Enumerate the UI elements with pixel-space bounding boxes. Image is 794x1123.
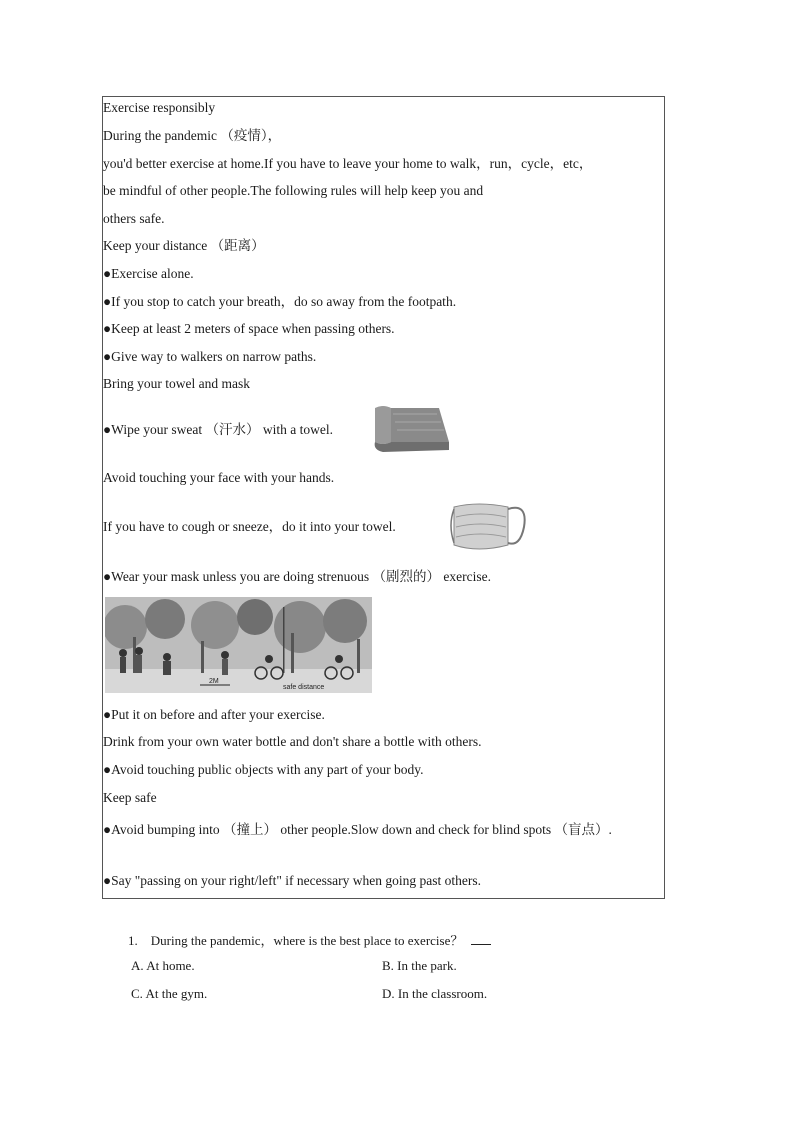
mask-image bbox=[448, 497, 530, 555]
option-letter: C. bbox=[131, 986, 143, 1001]
rule-item: ●Put it on before and after your exercise. bbox=[103, 707, 325, 722]
two-meter-label: 2M bbox=[209, 678, 219, 685]
answer-blank[interactable] bbox=[471, 933, 491, 945]
option-letter: B. bbox=[382, 958, 394, 973]
section-heading-towel-mask: Bring your towel and mask bbox=[103, 376, 250, 391]
rule-item: ●Avoid bumping into （撞上） other people.Slow down and check for blind spots （盲点）. bbox=[103, 822, 612, 837]
option-letter: A. bbox=[131, 958, 144, 973]
passage-title: Exercise responsibly bbox=[103, 100, 216, 115]
rule-item: ●Avoid touching public objects with any part of your body. bbox=[103, 762, 424, 777]
option-text: At the gym. bbox=[145, 986, 208, 1001]
option-letter: D. bbox=[382, 986, 395, 1001]
safe-distance-label: safe distance bbox=[283, 684, 325, 691]
option-d[interactable] bbox=[382, 986, 487, 1002]
intro-line: you'd better exercise at home.If you have to leave your home to walk，run，cycle，etc， bbox=[103, 156, 593, 171]
option-text: At home. bbox=[146, 958, 195, 973]
towel-image bbox=[369, 402, 453, 457]
rule-item: ●Give way to walkers on narrow paths. bbox=[103, 349, 317, 364]
question-number: 1. bbox=[128, 933, 138, 948]
question-1 bbox=[128, 930, 491, 949]
option-text: In the classroom. bbox=[397, 986, 488, 1001]
rule-item: Drink from your own water bottle and don't share a bottle with others. bbox=[103, 734, 482, 749]
rule-item: ●Keep at least 2 meters of space when passing others. bbox=[103, 321, 395, 336]
section-heading-distance: Keep your distance （距离） bbox=[103, 238, 265, 253]
intro-line: be mindful of other people.The following rules will help keep you and bbox=[103, 183, 484, 198]
option-b[interactable] bbox=[382, 958, 457, 974]
rule-item: ●Wipe your sweat （汗水） with a towel. bbox=[103, 422, 333, 437]
rule-item: ●Exercise alone. bbox=[103, 266, 194, 281]
question-text: During the pandemic，where is the best place to exercise？ bbox=[150, 933, 464, 948]
section-heading-keep-safe: Keep safe bbox=[103, 790, 157, 805]
option-c[interactable] bbox=[131, 986, 207, 1002]
intro-line: During the pandemic （疫情）， bbox=[103, 128, 282, 143]
park-exercise-illustration bbox=[105, 597, 372, 693]
rule-item: ●Wear your mask unless you are doing strenuous （剧烈的） exercise. bbox=[103, 569, 491, 584]
rule-item: Avoid touching your face with your hands. bbox=[103, 470, 335, 485]
intro-line: others safe. bbox=[103, 211, 165, 226]
rule-item: ●If you stop to catch your breath，do so away from the footpath. bbox=[103, 294, 457, 309]
option-text: In the park. bbox=[397, 958, 457, 973]
rule-item: ●Say "passing on your right/left" if necessary when going past others. bbox=[103, 873, 481, 888]
rule-item: If you have to cough or sneeze，do it into your towel. bbox=[103, 519, 396, 534]
option-a[interactable] bbox=[131, 958, 195, 974]
